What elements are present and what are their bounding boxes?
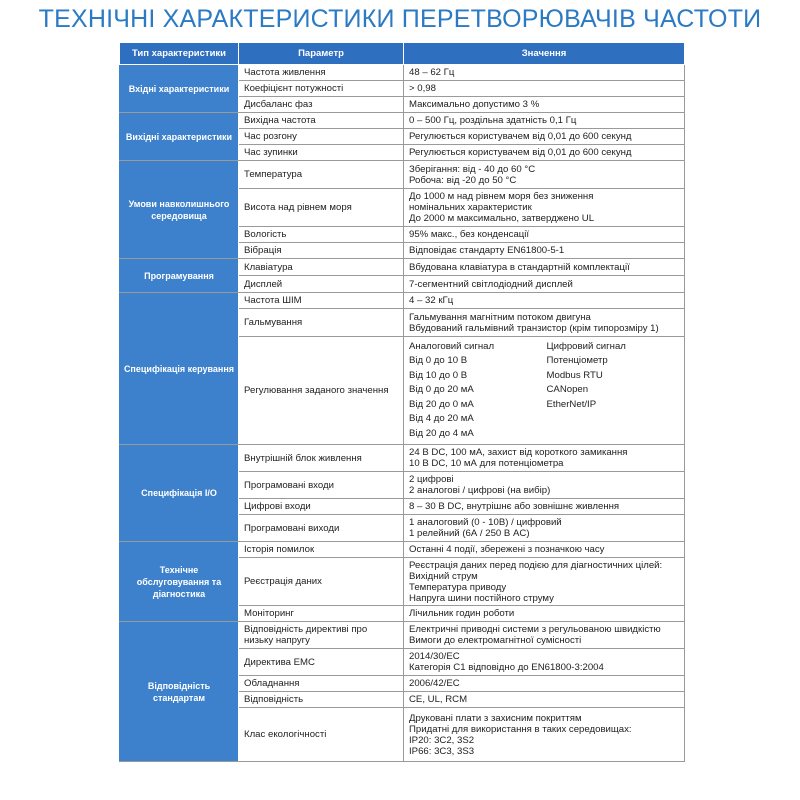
parameter-cell: Коефіцієнт потужності bbox=[239, 81, 404, 97]
value-cell bbox=[404, 276, 685, 293]
value-cell bbox=[404, 337, 685, 445]
parameter-cell: Дисбаланс фаз bbox=[239, 97, 404, 113]
parameter-cell: Реєстрація даних bbox=[239, 558, 404, 606]
value-cell bbox=[404, 445, 685, 472]
value-cell bbox=[404, 309, 685, 337]
parameter-cell: Директива EMC bbox=[239, 649, 404, 676]
value-cell bbox=[404, 649, 685, 676]
value-line: Реєстрація даних перед подією для діагностичних цілей: bbox=[409, 559, 663, 571]
value-cell bbox=[404, 676, 685, 692]
signal-item: Від 0 до 20 мА bbox=[409, 384, 474, 396]
parameter-cell: Частота живлення bbox=[239, 65, 404, 81]
value-line: 0 – 500 Гц, роздільна здатність 0,1 Гц bbox=[409, 115, 577, 126]
parameter-line: низьку напругу bbox=[244, 635, 310, 646]
value-cell bbox=[404, 708, 685, 762]
value-cell bbox=[404, 97, 685, 113]
value-line: Категорія C1 відповідно до EN61800-3:2004 bbox=[409, 662, 604, 673]
value-cell bbox=[404, 189, 685, 227]
value-cell bbox=[404, 145, 685, 161]
value-line: 8 – 30 В DC, внутрішнє або зовнішнє живлення bbox=[409, 501, 620, 512]
value-line: Вимоги до електромагнітної сумісності bbox=[409, 635, 582, 646]
value-line: Останні 4 події, збережені з позначкою часу bbox=[409, 544, 605, 555]
value-line: IP20: 3C2, 3S2 bbox=[409, 734, 475, 746]
value-cell bbox=[404, 515, 685, 542]
spec-table-body bbox=[120, 65, 685, 762]
value-line: Робоча: від -20 до 50 °C bbox=[409, 174, 517, 186]
value-line: 10 В DC, 10 мА для потенціометра bbox=[409, 458, 564, 469]
value-line: 4 – 32 кГц bbox=[409, 295, 454, 306]
value-line: 2 аналогові / цифрові (на вибір) bbox=[409, 485, 551, 496]
header-parameter: Параметр bbox=[239, 43, 404, 65]
signal-item: EtherNet/IP bbox=[546, 398, 597, 410]
parameter-cell: Дисплей bbox=[239, 276, 404, 293]
value-line: Вбудований гальмівний транзистор (крім типорозміру 1) bbox=[409, 322, 659, 334]
signal-item: Від 10 до 0 В bbox=[409, 369, 468, 381]
value-cell bbox=[404, 81, 685, 97]
value-line: 48 – 62 Гц bbox=[409, 67, 455, 78]
signal-item: Аналоговий сигнал bbox=[409, 341, 495, 353]
table-header-row bbox=[120, 43, 685, 65]
value-cell bbox=[404, 472, 685, 499]
parameter-cell: Температура bbox=[239, 161, 404, 189]
parameter-cell: Частота ШІМ bbox=[239, 293, 404, 309]
value-cell bbox=[404, 65, 685, 81]
value-line: 24 В DC, 100 мА, захист від короткого замикання bbox=[409, 447, 628, 458]
parameter-cell: Обладнання bbox=[239, 676, 404, 692]
value-cell bbox=[404, 499, 685, 515]
table-row bbox=[120, 445, 685, 472]
parameter-cell: Вологість bbox=[239, 227, 404, 243]
page-title: ТЕХНІЧНІ ХАРАКТЕРИСТИКИ ПЕРЕТВОРЮВАЧІВ ЧАСТОТИ bbox=[38, 5, 762, 33]
category-cell: Вихідні характеристики bbox=[120, 113, 239, 161]
value-line: Напруга шини постійного струму bbox=[409, 592, 554, 604]
value-line: 7-сегментний світлодіодний дисплей bbox=[409, 278, 573, 290]
value-line: Гальмування магнітним потоком двигуна bbox=[409, 311, 591, 323]
parameter-cell bbox=[239, 622, 404, 649]
value-line: Вбудована клавіатура в стандартній комплектації bbox=[409, 261, 630, 273]
table-row bbox=[120, 161, 685, 189]
value-line: номінальних характеристик bbox=[409, 202, 532, 213]
value-line: Регулюється користувачем від 0,01 до 600 секунд bbox=[409, 131, 632, 142]
signal-item: Від 0 до 10 В bbox=[409, 355, 468, 367]
value-cell bbox=[404, 692, 685, 708]
category-cell: Вхідні характеристики bbox=[120, 65, 239, 113]
value-cell bbox=[404, 161, 685, 189]
signal-item: Цифровий сигнал bbox=[546, 341, 626, 353]
value-line: Зберігання: від - 40 до 60 °C bbox=[409, 163, 536, 175]
parameter-cell: Програмовані виходи bbox=[239, 515, 404, 542]
header-type: Тип характеристики bbox=[120, 43, 239, 65]
parameter-cell: Вихідна частота bbox=[239, 113, 404, 129]
value-line: Відповідає стандарту EN61800-5-1 bbox=[409, 245, 565, 256]
value-line: Температура приводу bbox=[409, 581, 507, 593]
value-line: 2 цифрові bbox=[409, 474, 454, 485]
parameter-line: Відповідність директиві про bbox=[244, 624, 368, 635]
signal-item: CANopen bbox=[546, 384, 589, 396]
value-line: CE, UL, RCM bbox=[409, 694, 468, 705]
value-line: 1 релейний (6А / 250 В AC) bbox=[409, 528, 530, 539]
value-cell bbox=[404, 129, 685, 145]
value-cell bbox=[404, 606, 685, 622]
spec-table bbox=[119, 42, 685, 762]
parameter-cell: Моніторинг bbox=[239, 606, 404, 622]
value-line: Вихідний струм bbox=[409, 570, 478, 582]
value-line: 1 аналоговий (0 - 10В) / цифровий bbox=[409, 517, 562, 528]
parameter-cell: Цифрові входи bbox=[239, 499, 404, 515]
header-value: Значення bbox=[404, 43, 685, 65]
value-line: Регулюється користувачем від 0,01 до 600 секунд bbox=[409, 147, 632, 158]
category-cell: Програмування bbox=[120, 259, 239, 293]
value-line: Максимально допустимо 3 % bbox=[409, 99, 540, 110]
parameter-cell: Клавіатура bbox=[239, 259, 404, 276]
parameter-cell: Відповідність bbox=[239, 692, 404, 708]
signal-item: Від 20 до 0 мА bbox=[409, 398, 474, 410]
parameter-cell: Клас екологічності bbox=[239, 708, 404, 762]
analog-signal-list bbox=[409, 340, 547, 441]
value-cell bbox=[404, 243, 685, 259]
category-cell: Специфікація керування bbox=[120, 293, 239, 445]
value-line: Друковані плати з захисним покриттям bbox=[409, 712, 582, 724]
value-cell bbox=[404, 227, 685, 243]
parameter-cell: Гальмування bbox=[239, 309, 404, 337]
digital-signal-list bbox=[547, 340, 685, 441]
value-cell bbox=[404, 259, 685, 276]
category-cell: Відповідність стандартам bbox=[120, 622, 239, 762]
table-row bbox=[120, 622, 685, 649]
value-line: 95% макс., без конденсації bbox=[409, 229, 530, 240]
value-cell bbox=[404, 542, 685, 558]
table-row bbox=[120, 65, 685, 81]
value-cell bbox=[404, 558, 685, 606]
value-line: IP66: 3C3, 3S3 bbox=[409, 745, 475, 757]
value-line: Електричні приводні системи з регульованою швидкістю bbox=[409, 624, 661, 635]
signal-item: Потенціометр bbox=[546, 355, 608, 367]
value-line: До 1000 м над рівнем моря без зниження bbox=[409, 191, 594, 202]
parameter-cell: Час розгону bbox=[239, 129, 404, 145]
category-cell: Технічне обслуговування та діагностика bbox=[120, 542, 239, 622]
table-row bbox=[120, 113, 685, 129]
parameter-cell: Регулювання заданого значення bbox=[239, 337, 404, 445]
signal-item: Modbus RTU bbox=[546, 369, 603, 381]
value-line: 2006/42/EC bbox=[409, 678, 460, 689]
value-line: 2014/30/EC bbox=[409, 651, 460, 662]
value-line: Лічильник годин роботи bbox=[409, 608, 515, 619]
parameter-cell: Висота над рівнем моря bbox=[239, 189, 404, 227]
value-line: До 2000 м максимально, затверджено UL bbox=[409, 213, 595, 224]
value-columns bbox=[409, 340, 684, 441]
signal-item: Від 4 до 20 мА bbox=[409, 413, 474, 425]
category-cell: Умови навколишнього середовища bbox=[120, 161, 239, 259]
parameter-cell: Вібрація bbox=[239, 243, 404, 259]
table-row bbox=[120, 259, 685, 276]
parameter-cell: Час зупинки bbox=[239, 145, 404, 161]
category-cell: Специфікація I/O bbox=[120, 445, 239, 542]
parameter-cell: Внутрішній блок живлення bbox=[239, 445, 404, 472]
table-row bbox=[120, 542, 685, 558]
parameter-cell: Програмовані входи bbox=[239, 472, 404, 499]
value-cell bbox=[404, 113, 685, 129]
value-cell bbox=[404, 622, 685, 649]
value-line: > 0,98 bbox=[409, 83, 436, 94]
table-row bbox=[120, 293, 685, 309]
signal-item: Від 20 до 4 мА bbox=[409, 427, 474, 439]
value-cell bbox=[404, 293, 685, 309]
value-line: Придатні для використання в таких середовищах: bbox=[409, 723, 632, 735]
parameter-cell: Історія помилок bbox=[239, 542, 404, 558]
